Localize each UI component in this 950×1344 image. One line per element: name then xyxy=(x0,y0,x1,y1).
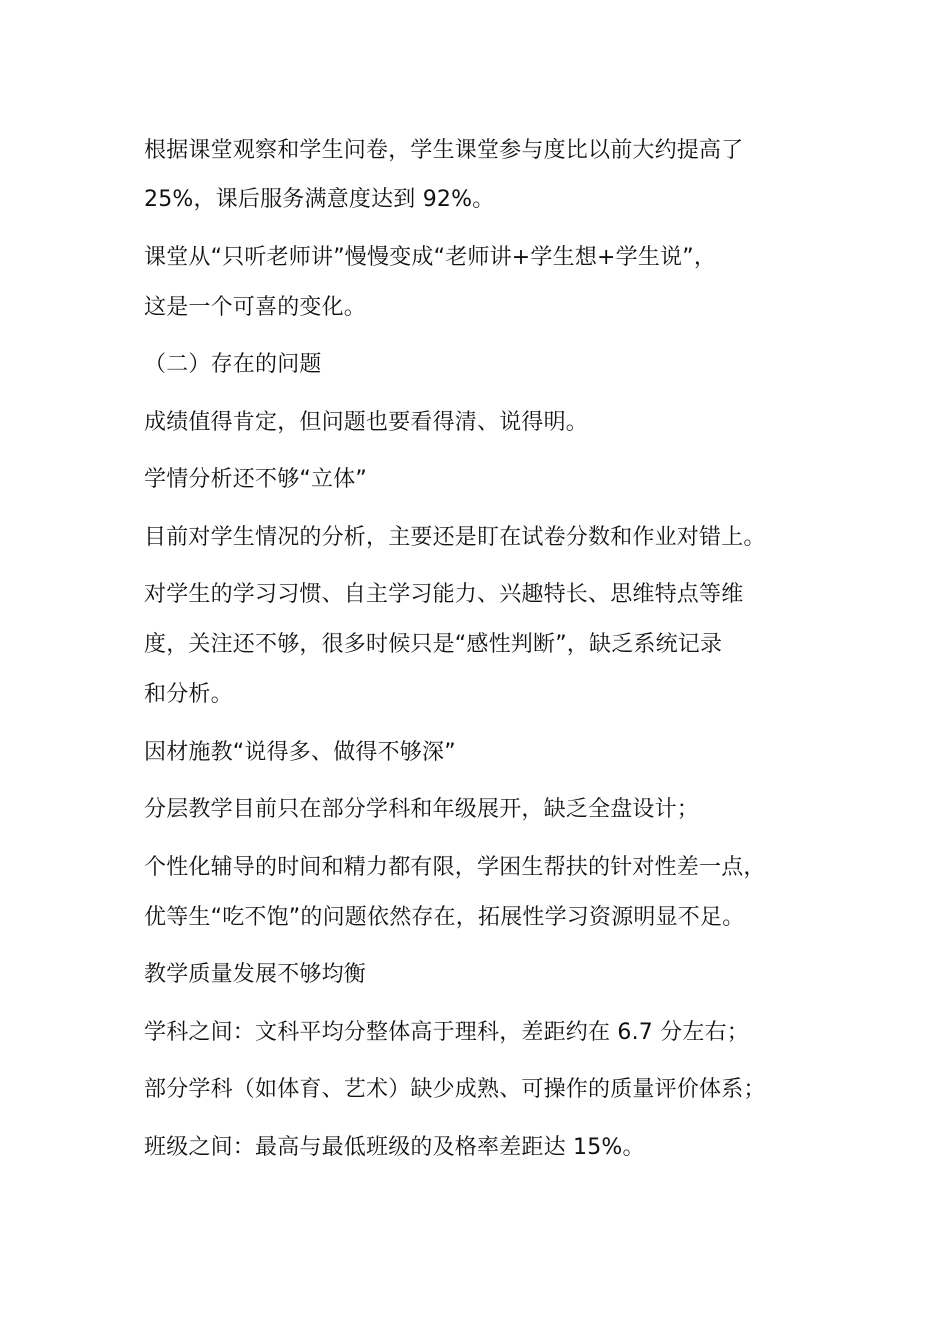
paragraph-line: 25%，课后服务满意度达到 92%。 xyxy=(144,187,495,212)
paragraph-line: 优等生“吃不饱”的问题依然存在，拓展性学习资源明显不足。 xyxy=(144,905,745,930)
section-heading: （二）存在的问题 xyxy=(144,352,322,377)
subheading: 因材施教“说得多、做得不够深” xyxy=(144,740,456,765)
paragraph-line: 部分学科（如体育、艺术）缺少成熟、可操作的质量评价体系； xyxy=(144,1077,766,1102)
paragraph-line: 学科之间：文科平均分整体高于理科，差距约在 6.7 分左右； xyxy=(144,1020,749,1045)
paragraph-line: 和分析。 xyxy=(144,682,233,707)
paragraph-line: 课堂从“只听老师讲”慢慢变成“老师讲+学生想+学生说”， xyxy=(144,245,717,270)
paragraph-line: 度，关注还不够，很多时候只是“感性判断”，缺乏系统记录 xyxy=(144,632,723,657)
subheading: 学情分析还不够“立体” xyxy=(144,467,367,492)
paragraph-line: 个性化辅导的时间和精力都有限，学困生帮扶的针对性差一点， xyxy=(144,855,766,880)
paragraph-line: 根据课堂观察和学生问卷，学生课堂参与度比以前大约提高了 xyxy=(144,138,744,163)
subheading: 教学质量发展不够均衡 xyxy=(144,962,367,987)
paragraph-line: 目前对学生情况的分析，主要还是盯在试卷分数和作业对错上。 xyxy=(144,525,766,550)
paragraph-line: 对学生的学习习惯、自主学习能力、兴趣特长、思维特点等维 xyxy=(144,582,744,607)
paragraph-line: 这是一个可喜的变化。 xyxy=(144,295,367,320)
paragraph-line: 成绩值得肯定，但问题也要看得清、说得明。 xyxy=(144,410,589,435)
paragraph-line: 班级之间：最高与最低班级的及格率差距达 15%。 xyxy=(144,1135,645,1160)
paragraph-line: 分层教学目前只在部分学科和年级展开，缺乏全盘设计； xyxy=(144,797,700,822)
